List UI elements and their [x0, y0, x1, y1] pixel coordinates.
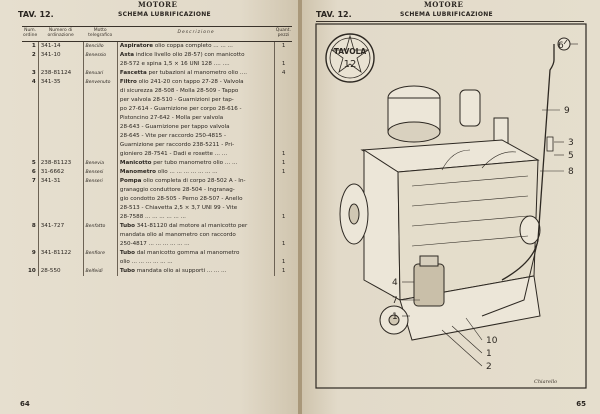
header-num: Num. ordine — [22, 27, 38, 42]
row-description-line: 28-572 e spina 1,5 × 16 UNI 128 .... .... — [119, 60, 230, 67]
row-quantity — [275, 186, 292, 195]
row-description — [117, 150, 274, 159]
row-description-line: per tubazioni al manometro olio .... — [148, 69, 248, 76]
row-description-line: Pistoncino 27-642 - Molla per valvola — [119, 114, 224, 121]
row-description-line: olio 241-20 con tappo 27-28 - Valvola — [138, 78, 244, 85]
row-quantity — [275, 141, 292, 150]
row-part-name: Manicotto — [119, 159, 152, 166]
page-number-right: 65 — [576, 400, 586, 408]
row-telegraphic: Benseri — [83, 177, 117, 222]
row-description — [117, 123, 274, 132]
artist-signature: Chiarello — [534, 379, 558, 385]
row-description-line: mandata olio al manometro con raccordo — [119, 231, 236, 238]
row-description — [117, 168, 274, 177]
row-description — [117, 159, 274, 168]
table-row — [22, 78, 292, 87]
row-part-name: Tubo — [119, 267, 135, 274]
badge-label: TAVOLA — [333, 47, 367, 56]
row-telegraphic: Benvenuto — [83, 78, 117, 159]
row-telegraphic: Benfatto — [83, 222, 117, 249]
section-header: MOTORE — [138, 0, 178, 9]
row-part-name: Asta — [119, 51, 135, 58]
row-description — [117, 87, 274, 96]
row-quantity — [275, 177, 292, 186]
row-num: 8 — [22, 222, 38, 249]
row-description — [117, 78, 274, 87]
row-description-line: di sicurezza 28-508 - Molla 28-509 - Tappo — [119, 87, 239, 94]
callout-3: 3 — [568, 138, 574, 148]
row-description — [117, 249, 274, 258]
row-description — [117, 96, 274, 105]
table-row — [22, 159, 292, 168]
row-quantity — [275, 195, 292, 204]
row-telegraphic: Benfiore — [83, 249, 117, 267]
row-description-line: 28-645 - Vite per raccordo 250-4815 - — [119, 132, 227, 139]
row-quantity: 1 — [281, 258, 286, 265]
row-part-name: Tubo — [119, 249, 135, 256]
row-quantity — [275, 105, 292, 114]
row-description — [117, 258, 274, 267]
row-num: 3 — [22, 69, 38, 78]
lubrication-diagram — [302, 0, 600, 414]
table-row — [22, 222, 292, 231]
row-telegraphic: Bencillo — [83, 41, 117, 51]
parts-table-body — [22, 41, 292, 276]
row-description-line: olio ... ... ... ... ... ... ... — [157, 168, 218, 175]
tav-label: TAV. 12. — [18, 10, 54, 19]
row-description-line: olio completa di corpo 28-502 A - In- — [143, 177, 246, 184]
row-description — [117, 105, 274, 114]
row-description-line: per valvola 28-510 - Guarnizioni per tap- — [119, 96, 234, 103]
row-num: 7 — [22, 177, 38, 222]
row-description-line: 341-81120 dal motore al manicotto per — [136, 222, 248, 229]
row-quantity: 1 — [281, 240, 286, 247]
row-description-line: gio condotto 28-505 - Perno 28-507 - Anello — [119, 195, 243, 202]
row-quantity: 1 — [281, 60, 286, 67]
row-description — [117, 60, 274, 69]
page-title-right: SCHEMA LUBRIFICAZIONE — [400, 11, 493, 18]
row-quantity — [275, 222, 292, 231]
row-quantity — [275, 249, 292, 258]
row-telegraphic: Benessio — [83, 51, 117, 69]
callout-6: 6 — [558, 41, 564, 51]
row-description — [117, 114, 274, 123]
callout-2: 2 — [486, 362, 492, 372]
row-description-line: per tubo manometro olio ... ... — [153, 159, 238, 166]
header-qty: Quant. pezzi — [275, 27, 292, 42]
header-code: Numero di ordinazione — [38, 27, 83, 42]
row-telegraphic: Benuari — [83, 69, 117, 78]
row-description — [117, 195, 274, 204]
row-description — [117, 222, 274, 231]
row-description-line: 28-513 - Chiavetta 2,5 × 3,7 UNI 99 - Vite — [119, 204, 238, 211]
section-header-right: MOTORE — [424, 0, 464, 9]
row-description-line: mandata olio ai supporti ... ... ... — [136, 267, 227, 274]
row-description — [117, 186, 274, 195]
row-description-line: olio coppa completo ... ... ... — [154, 42, 233, 49]
row-description-line: Guarnizione per raccordo 238-5211 - Pri- — [119, 141, 235, 148]
row-description — [117, 240, 274, 249]
callout-1a: 1 — [392, 312, 398, 322]
row-description — [117, 41, 274, 51]
row-telegraphic: Belfeidi — [83, 267, 117, 276]
pipe-fitting-icon — [547, 137, 553, 151]
badge-number: 12 — [343, 59, 357, 70]
row-code: 341-727 — [38, 222, 83, 249]
row-part-name: Filtro — [119, 78, 137, 85]
parts-table — [22, 26, 292, 276]
row-quantity — [275, 231, 292, 240]
row-num: 1 — [22, 41, 38, 51]
callout-10: 10 — [486, 336, 498, 346]
row-code: 341-81122 — [38, 249, 83, 267]
row-description-line: dal manicotto gomma al manometro — [136, 249, 240, 256]
row-description — [117, 141, 274, 150]
row-telegraphic: Bensesi — [83, 168, 117, 177]
callout-5: 5 — [568, 151, 574, 161]
row-num: 9 — [22, 249, 38, 267]
row-num: 4 — [22, 78, 38, 159]
row-telegraphic: Benevia — [83, 159, 117, 168]
row-quantity: 4 — [281, 69, 286, 76]
row-code: 238-81123 — [38, 159, 83, 168]
page-number-left: 64 — [20, 400, 30, 408]
row-description — [117, 177, 274, 186]
tav-label-right: TAV. 12. — [316, 10, 352, 19]
table-row — [22, 168, 292, 177]
row-quantity — [275, 96, 292, 105]
row-quantity: 1 — [281, 267, 286, 274]
row-description — [117, 231, 274, 240]
callout-8: 8 — [568, 167, 574, 177]
callout-4: 4 — [392, 278, 398, 288]
row-quantity: 1 — [281, 213, 286, 220]
row-quantity — [275, 87, 292, 96]
row-description-line: granaggio conduttore 28-504 - Ingranag- — [119, 186, 235, 193]
row-quantity — [275, 114, 292, 123]
page-title: SCHEMA LUBRIFICAZIONE — [118, 11, 211, 18]
header-desc: Descrizione — [117, 27, 274, 42]
engine-drawing-icon — [340, 86, 540, 340]
row-quantity — [275, 78, 292, 87]
row-part-name: Pompa — [119, 177, 142, 184]
row-description-line: 28-643 - Guarnizione per tappo valvola — [119, 123, 230, 130]
row-code: 341-31 — [38, 177, 83, 222]
row-part-name: Manometro — [119, 168, 156, 175]
table-row — [22, 177, 292, 186]
right-page — [302, 0, 600, 414]
row-quantity — [275, 132, 292, 141]
row-quantity — [275, 123, 292, 132]
row-code: 31-6662 — [38, 168, 83, 177]
row-description-line: gioniero 28-7541 - Dadi e rosette ... ... — [119, 150, 228, 157]
table-row — [22, 267, 292, 276]
row-description-line: 28-7588 ... ... ... ... ... ... — [119, 213, 186, 220]
row-quantity — [275, 204, 292, 213]
callout-7: 7 — [392, 296, 398, 306]
row-quantity: 1 — [281, 168, 286, 175]
row-description-line: olio ... ... ... ... ... ... — [119, 258, 173, 265]
row-code: 28-550 — [38, 267, 83, 276]
row-code: 238-81124 — [38, 69, 83, 78]
row-quantity — [275, 51, 292, 60]
row-part-name: Tubo — [119, 222, 135, 229]
row-part-name: Aspiratore — [119, 42, 154, 49]
row-quantity: 1 — [281, 150, 286, 157]
callout-1b: 1 — [486, 349, 492, 359]
row-num: 6 — [22, 168, 38, 177]
table-row — [22, 69, 292, 78]
table-header-row — [22, 27, 292, 42]
row-part-name: Fascetta — [119, 69, 147, 76]
row-code: 341-10 — [38, 51, 83, 69]
callout-9: 9 — [564, 106, 570, 116]
table-row — [22, 41, 292, 51]
row-quantity: 1 — [281, 159, 286, 166]
row-description — [117, 51, 274, 60]
row-description — [117, 69, 274, 78]
tavola-badge-icon — [326, 34, 374, 82]
table-row — [22, 249, 292, 258]
row-description-line: indice livello olio 28-57) con manicotto — [135, 51, 245, 58]
row-quantity: 1 — [281, 42, 286, 49]
header-tel: Motto telegrafico — [83, 27, 117, 42]
row-num: 5 — [22, 159, 38, 168]
table-row — [22, 51, 292, 60]
row-num: 10 — [22, 267, 38, 276]
row-code: 341-14 — [38, 41, 83, 51]
row-description-line: 250-4817 ... ... ... ... ... ... — [119, 240, 190, 247]
row-description — [117, 132, 274, 141]
row-code: 341-35 — [38, 78, 83, 159]
row-description-line: po 27-614 - Guarnizione per corpo 28-616 - — [119, 105, 242, 112]
row-description — [117, 204, 274, 213]
row-description — [117, 213, 274, 222]
row-num: 2 — [22, 51, 38, 69]
row-description — [117, 267, 274, 276]
